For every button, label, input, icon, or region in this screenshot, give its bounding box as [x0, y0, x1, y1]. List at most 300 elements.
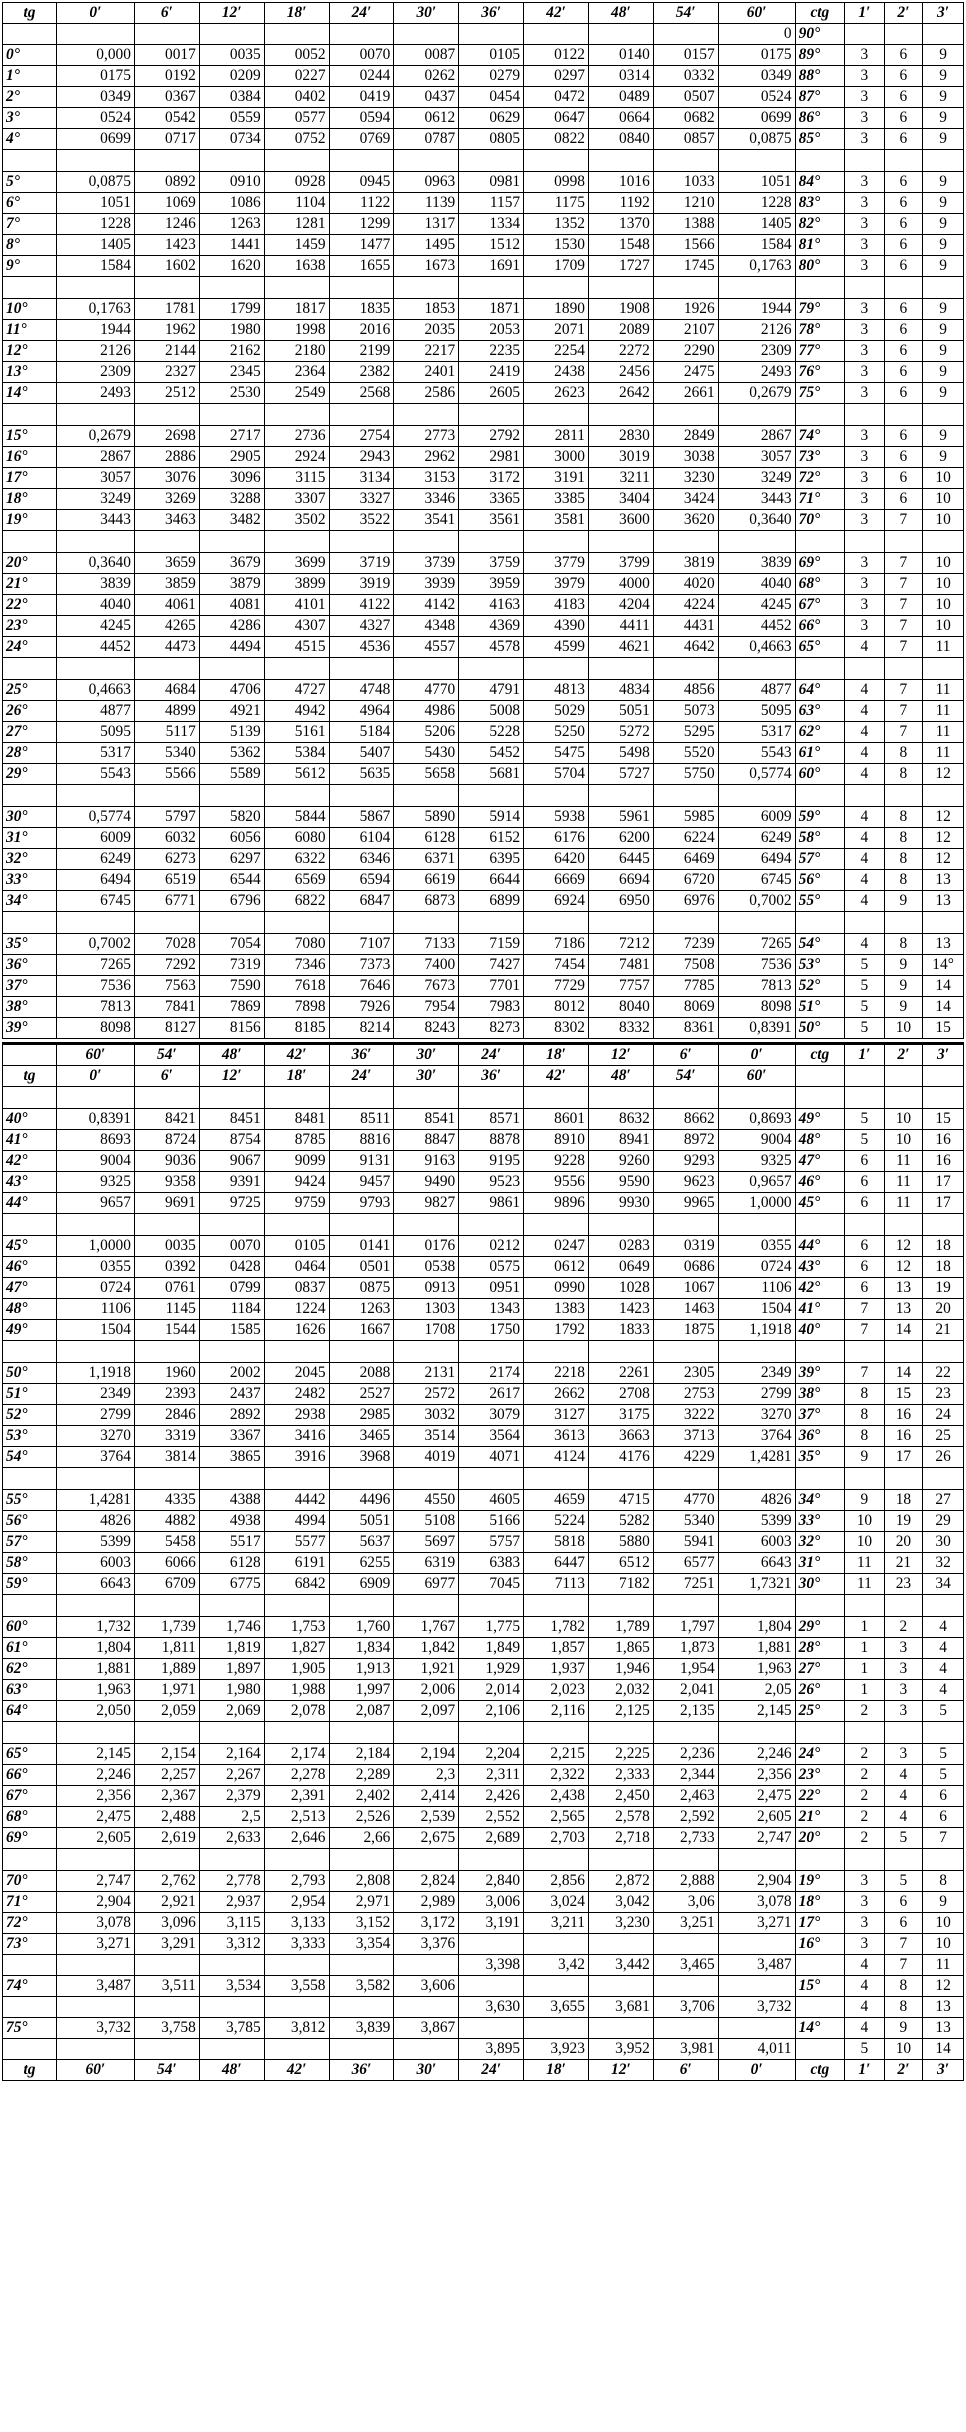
table-row — [3, 1744, 964, 1765]
table-row — [3, 1807, 964, 1828]
tangent-value: 2382 — [329, 362, 394, 383]
tg-degree-label: 74° — [3, 1976, 57, 1997]
tangent-value: 1799 — [199, 299, 264, 320]
spacer-cell — [56, 150, 134, 172]
correction-value — [845, 24, 885, 45]
tangent-value: 3739 — [394, 553, 459, 574]
tangent-value: 6847 — [329, 891, 394, 912]
tangent-value: 1,963 — [718, 1659, 795, 1680]
tangent-value: 2016 — [329, 320, 394, 341]
tangent-value: 2,762 — [134, 1871, 199, 1892]
tangent-value: 2981 — [459, 447, 524, 468]
tangent-value: 2180 — [264, 341, 329, 362]
tangent-value: 4081 — [199, 595, 264, 616]
tg-degree-label: 20° — [3, 553, 57, 574]
spacer-cell — [199, 1087, 264, 1109]
tangent-value: 2,257 — [134, 1765, 199, 1786]
spacer-cell — [588, 531, 653, 553]
ctg-degree-label: 79° — [795, 299, 844, 320]
ctg-degree-label: 69° — [795, 553, 844, 574]
tangent-value: 6104 — [329, 828, 394, 849]
tangent-value: 5697 — [394, 1532, 459, 1553]
tangent-value: 4176 — [588, 1447, 653, 1468]
header-cell: 6′ — [653, 1044, 718, 1066]
tangent-value: 5282 — [588, 1511, 653, 1532]
tangent-value: 2,145 — [718, 1701, 795, 1722]
correction-value: 8 — [884, 870, 922, 891]
ctg-degree-label: 73° — [795, 447, 844, 468]
spacer-cell — [718, 1087, 795, 1109]
tangent-value: 7813 — [56, 997, 134, 1018]
tangent-value: 7251 — [653, 1574, 718, 1595]
correction-value: 19 — [884, 1511, 922, 1532]
tangent-value: 2530 — [199, 383, 264, 404]
tangent-value: 1157 — [459, 193, 524, 214]
tangent-value: 4770 — [394, 680, 459, 701]
table-row — [3, 955, 964, 976]
header-cell: 48′ — [588, 3, 653, 24]
correction-value: 12 — [884, 1257, 922, 1278]
tangent-value: 2,565 — [524, 1807, 589, 1828]
tangent-value: 1926 — [653, 299, 718, 320]
tangent-value: 1,782 — [524, 1617, 589, 1638]
tangent-value: 2,675 — [394, 1828, 459, 1849]
tangent-value: 0314 — [588, 66, 653, 87]
tangent-value: 4245 — [718, 595, 795, 616]
tangent-value — [524, 1934, 589, 1955]
spacer-cell — [524, 404, 589, 426]
tangent-value: 0384 — [199, 87, 264, 108]
spacer-cell — [134, 531, 199, 553]
correction-value: 9 — [923, 108, 964, 129]
tangent-value: 2305 — [653, 1363, 718, 1384]
ctg-degree-label: 59° — [795, 807, 844, 828]
tangent-value: 1383 — [524, 1299, 589, 1320]
tangent-value: 6346 — [329, 849, 394, 870]
tangent-value: 0392 — [134, 1257, 199, 1278]
spacer-cell — [795, 531, 844, 553]
correction-value: 4 — [923, 1617, 964, 1638]
spacer-cell — [884, 658, 922, 680]
tangent-value: 0247 — [524, 1236, 589, 1257]
tangent-value: 2126 — [56, 341, 134, 362]
spacer-cell — [884, 277, 922, 299]
tangent-value: 1584 — [56, 256, 134, 277]
tangent-value — [588, 1976, 653, 1997]
spacer-cell — [459, 912, 524, 934]
spacer-cell — [845, 150, 885, 172]
spacer-cell — [56, 1849, 134, 1871]
correction-value: 3 — [845, 299, 885, 320]
tangent-value: 1,4281 — [56, 1490, 134, 1511]
correction-value: 3 — [845, 1892, 885, 1913]
ctg-degree-label: 72° — [795, 468, 844, 489]
tangent-value: 0087 — [394, 45, 459, 66]
correction-value: 9 — [845, 1490, 885, 1511]
tangent-value: 9490 — [394, 1172, 459, 1193]
tangent-value: 6249 — [56, 849, 134, 870]
tangent-value: 9965 — [653, 1193, 718, 1214]
tangent-value: 7054 — [199, 934, 264, 955]
spacer-cell — [653, 277, 718, 299]
tangent-value: 8878 — [459, 1130, 524, 1151]
tangent-value: 2,778 — [199, 1871, 264, 1892]
table-row — [3, 383, 964, 404]
tg-degree-label: 75° — [3, 2018, 57, 2039]
spacer-cell — [329, 1595, 394, 1617]
tangent-value: 2,475 — [56, 1807, 134, 1828]
tangent-value: 5577 — [264, 1532, 329, 1553]
tangent-value: 6924 — [524, 891, 589, 912]
correction-value: 6 — [884, 341, 922, 362]
tangent-value: 2,367 — [134, 1786, 199, 1807]
spacer-cell — [923, 912, 964, 934]
tangent-value — [56, 1997, 134, 2018]
correction-value: 9 — [923, 214, 964, 235]
tangent-value: 2261 — [588, 1363, 653, 1384]
ctg-degree-label: 90° — [795, 24, 844, 45]
tangent-value: 2,289 — [329, 1765, 394, 1786]
correction-value: 11 — [845, 1574, 885, 1595]
tangent-value: 4163 — [459, 595, 524, 616]
correction-value — [923, 24, 964, 45]
tangent-value: 1504 — [718, 1299, 795, 1320]
correction-value: 20 — [884, 1532, 922, 1553]
tangent-value: 3,006 — [459, 1892, 524, 1913]
tangent-value: 4599 — [524, 637, 589, 658]
tangent-value: 1,997 — [329, 1680, 394, 1701]
spacer-cell — [718, 785, 795, 807]
spacer-cell — [524, 1214, 589, 1236]
tangent-value: 0367 — [134, 87, 199, 108]
spacer-cell — [588, 658, 653, 680]
table-row — [3, 1532, 964, 1553]
tangent-value — [264, 2039, 329, 2060]
spacer-cell — [884, 531, 922, 553]
tg-degree-label: 21° — [3, 574, 57, 595]
tangent-value: 3865 — [199, 1447, 264, 1468]
tangent-value: 3463 — [134, 510, 199, 531]
spacer-cell — [718, 531, 795, 553]
tangent-value: 3367 — [199, 1426, 264, 1447]
tg-degree-label: 38° — [3, 997, 57, 1018]
correction-value: 6 — [884, 108, 922, 129]
spacer-cell — [329, 404, 394, 426]
header-cell: 12′ — [199, 1066, 264, 1087]
tangent-value: 5820 — [199, 807, 264, 828]
tangent-value: 3968 — [329, 1447, 394, 1468]
tangent-value: 6176 — [524, 828, 589, 849]
table-row — [3, 1976, 964, 1997]
tg-degree-label: 55° — [3, 1490, 57, 1511]
correction-value: 6 — [845, 1236, 885, 1257]
tangent-value: 8421 — [134, 1109, 199, 1130]
tangent-value: 2,463 — [653, 1786, 718, 1807]
tangent-value: 5941 — [653, 1532, 718, 1553]
table-row — [3, 1172, 964, 1193]
tangent-value: 0559 — [199, 108, 264, 129]
tangent-value: 2,904 — [718, 1871, 795, 1892]
tangent-value: 1,889 — [134, 1659, 199, 1680]
correction-value: 11 — [923, 722, 964, 743]
table-row — [3, 1553, 964, 1574]
tangent-value: 3000 — [524, 447, 589, 468]
correction-value: 6 — [884, 256, 922, 277]
tangent-value: 5161 — [264, 722, 329, 743]
correction-value: 6 — [884, 87, 922, 108]
correction-value: 19 — [923, 1278, 964, 1299]
tangent-value: 6003 — [718, 1532, 795, 1553]
spacer-cell — [845, 785, 885, 807]
correction-value: 15 — [884, 1384, 922, 1405]
spacer-cell — [459, 1087, 524, 1109]
tangent-value: 9930 — [588, 1193, 653, 1214]
tangent-value: 2985 — [329, 1405, 394, 1426]
tangent-value: 4494 — [199, 637, 264, 658]
correction-value: 10 — [884, 2039, 922, 2060]
tg-degree-label: 73° — [3, 1934, 57, 1955]
tangent-value: 8601 — [524, 1109, 589, 1130]
correction-value: 4 — [845, 828, 885, 849]
tangent-value: 1,1918 — [718, 1320, 795, 1341]
tangent-value: 5166 — [459, 1511, 524, 1532]
spacer-cell — [884, 1341, 922, 1363]
tangent-value: 0542 — [134, 108, 199, 129]
tangent-value: 0892 — [134, 172, 199, 193]
ctg-degree-label: 82° — [795, 214, 844, 235]
tangent-value: 4452 — [718, 616, 795, 637]
tangent-value: 7080 — [264, 934, 329, 955]
correction-value: 6 — [884, 383, 922, 404]
correction-value: 3 — [845, 1871, 885, 1892]
tangent-value: 1750 — [459, 1320, 524, 1341]
tangent-value: 0489 — [588, 87, 653, 108]
tangent-value: 0990 — [524, 1278, 589, 1299]
correction-value: 14 — [884, 1363, 922, 1384]
tangent-value: 1,963 — [56, 1680, 134, 1701]
tangent-value: 1067 — [653, 1278, 718, 1299]
tangent-value: 5658 — [394, 764, 459, 785]
tangent-value: 3,867 — [394, 2018, 459, 2039]
ctg-degree-label: 22° — [795, 1786, 844, 1807]
spacer-cell — [394, 531, 459, 553]
table-row — [3, 24, 964, 45]
spacer-cell — [56, 531, 134, 553]
tg-degree-label: 3° — [3, 108, 57, 129]
tangent-value: 8069 — [653, 997, 718, 1018]
correction-value: 7 — [845, 1363, 885, 1384]
tangent-value: 0070 — [329, 45, 394, 66]
tangent-value: 0805 — [459, 129, 524, 150]
tangent-value: 1,971 — [134, 1680, 199, 1701]
tangent-value: 3,511 — [134, 1976, 199, 1997]
tangent-value: 8156 — [199, 1018, 264, 1039]
spacer-cell — [3, 1214, 57, 1236]
ctg-degree-label: 68° — [795, 574, 844, 595]
tangent-value: 2,164 — [199, 1744, 264, 1765]
tangent-value: 1727 — [588, 256, 653, 277]
spacer-cell — [524, 1087, 589, 1109]
ctg-degree-label: 85° — [795, 129, 844, 150]
tangent-value: 2493 — [56, 383, 134, 404]
correction-value: 4 — [884, 1765, 922, 1786]
spacer-cell — [845, 1214, 885, 1236]
tangent-value: 1303 — [394, 1299, 459, 1320]
tangent-value: 1028 — [588, 1278, 653, 1299]
tg-degree-label: 61° — [3, 1638, 57, 1659]
tangent-value: 5295 — [653, 722, 718, 743]
correction-value: 27 — [923, 1490, 964, 1511]
tangent-value: 0,000 — [56, 45, 134, 66]
tangent-value: 4224 — [653, 595, 718, 616]
tangent-value: 2512 — [134, 383, 199, 404]
tangent-value: 5317 — [56, 743, 134, 764]
correction-value: 9 — [923, 383, 964, 404]
spacer-cell — [56, 1341, 134, 1363]
tangent-value: 8511 — [329, 1109, 394, 1130]
tangent-value: 6273 — [134, 849, 199, 870]
header-cell — [884, 1066, 922, 1087]
table-row — [3, 934, 964, 955]
tangent-value — [134, 1955, 199, 1976]
correction-value: 7 — [884, 510, 922, 531]
tangent-value: 1,865 — [588, 1638, 653, 1659]
tangent-value: 1,873 — [653, 1638, 718, 1659]
tangent-value: 2364 — [264, 362, 329, 383]
table-row — [3, 256, 964, 277]
spacer-cell — [653, 1468, 718, 1490]
tangent-value: 2849 — [653, 426, 718, 447]
tangent-value: 1,804 — [56, 1638, 134, 1659]
tangent-value: 2053 — [459, 320, 524, 341]
table-body — [3, 3, 964, 2081]
ctg-degree-label: 67° — [795, 595, 844, 616]
spacer-cell — [56, 1214, 134, 1236]
correction-value: 6 — [884, 468, 922, 489]
tangent-value: 3,398 — [459, 1955, 524, 1976]
tangent-value: 6569 — [264, 870, 329, 891]
tangent-value — [329, 1997, 394, 2018]
tangent-value: 1139 — [394, 193, 459, 214]
correction-value: 8 — [845, 1405, 885, 1426]
tangent-value: 3,812 — [264, 2018, 329, 2039]
tangent-value: 9228 — [524, 1151, 589, 1172]
correction-value: 4 — [845, 870, 885, 891]
tangent-value: 4621 — [588, 637, 653, 658]
tangent-value: 3613 — [524, 1426, 589, 1447]
group-spacer-row — [3, 1087, 964, 1109]
tangent-value: 1370 — [588, 214, 653, 235]
tangent-value: 6249 — [718, 828, 795, 849]
tangent-value: 3346 — [394, 489, 459, 510]
tangent-value: 6395 — [459, 849, 524, 870]
header-cell: 24′ — [329, 1066, 394, 1087]
ctg-degree-label: 31° — [795, 1553, 844, 1574]
tangent-value: 8847 — [394, 1130, 459, 1151]
tangent-value — [459, 1934, 524, 1955]
tangent-value: 3,655 — [524, 1997, 589, 2018]
tangent-value: 2393 — [134, 1384, 199, 1405]
tangent-value: 9358 — [134, 1172, 199, 1193]
tangent-value: 2623 — [524, 383, 589, 404]
tangent-value: 2,097 — [394, 1701, 459, 1722]
tangent-value: 1691 — [459, 256, 524, 277]
header-cell: 6′ — [134, 3, 199, 24]
correction-value: 2 — [845, 1828, 885, 1849]
tangent-value: 2754 — [329, 426, 394, 447]
tangent-value: 0717 — [134, 129, 199, 150]
header-cell: 12′ — [588, 1044, 653, 1066]
tg-degree-label: 2° — [3, 87, 57, 108]
tangent-value: 2,733 — [653, 1828, 718, 1849]
correction-value: 6 — [884, 362, 922, 383]
tangent-value: 3,078 — [56, 1913, 134, 1934]
spacer-cell — [329, 1468, 394, 1490]
tangent-value: 0647 — [524, 108, 589, 129]
tangent-value: 0524 — [56, 108, 134, 129]
tangent-value: 2,379 — [199, 1786, 264, 1807]
tangent-value: 2,041 — [653, 1680, 718, 1701]
tangent-value: 4877 — [56, 701, 134, 722]
spacer-cell — [56, 277, 134, 299]
tangent-value: 5543 — [56, 764, 134, 785]
tangent-value: 4,011 — [718, 2039, 795, 2060]
correction-value: 7 — [884, 637, 922, 658]
spacer-cell — [588, 150, 653, 172]
tangent-value: 5384 — [264, 743, 329, 764]
tangent-value: 4826 — [56, 1511, 134, 1532]
spacer-cell — [264, 1214, 329, 1236]
tangent-value: 7239 — [653, 934, 718, 955]
tangent-value: 0070 — [199, 1236, 264, 1257]
ctg-degree-label: 53° — [795, 955, 844, 976]
header-cell: 30′ — [394, 1066, 459, 1087]
ctg-degree-label: 84° — [795, 172, 844, 193]
tangent-value — [588, 2018, 653, 2039]
table-row — [3, 828, 964, 849]
correction-value: 10 — [845, 1532, 885, 1553]
header-cell: 48′ — [588, 1066, 653, 1087]
correction-value: 6 — [884, 214, 922, 235]
tangent-value: 1890 — [524, 299, 589, 320]
correction-value: 10 — [884, 1109, 922, 1130]
tangent-value: 3,758 — [134, 2018, 199, 2039]
correction-value: 4 — [845, 680, 885, 701]
correction-value: 6 — [845, 1172, 885, 1193]
correction-value: 29 — [923, 1511, 964, 1532]
ctg-degree-label — [795, 1997, 844, 2018]
tangent-value: 1423 — [588, 1299, 653, 1320]
group-spacer-row — [3, 1468, 964, 1490]
correction-value: 7 — [884, 1934, 922, 1955]
correction-value: 4 — [845, 743, 885, 764]
tangent-value: 1781 — [134, 299, 199, 320]
spacer-cell — [845, 658, 885, 680]
header-cell: 42′ — [524, 1066, 589, 1087]
tangent-value — [524, 2018, 589, 2039]
tangent-value: 2218 — [524, 1363, 589, 1384]
tangent-value: 2,703 — [524, 1828, 589, 1849]
spacer-cell — [56, 658, 134, 680]
tangent-value: 6669 — [524, 870, 589, 891]
spacer-cell — [459, 1468, 524, 1490]
tangent-value: 2088 — [329, 1363, 394, 1384]
tangent-value: 7757 — [588, 976, 653, 997]
tangent-value: 3959 — [459, 574, 524, 595]
tangent-value: 4706 — [199, 680, 264, 701]
spacer-cell — [718, 277, 795, 299]
tangent-value: 4204 — [588, 595, 653, 616]
